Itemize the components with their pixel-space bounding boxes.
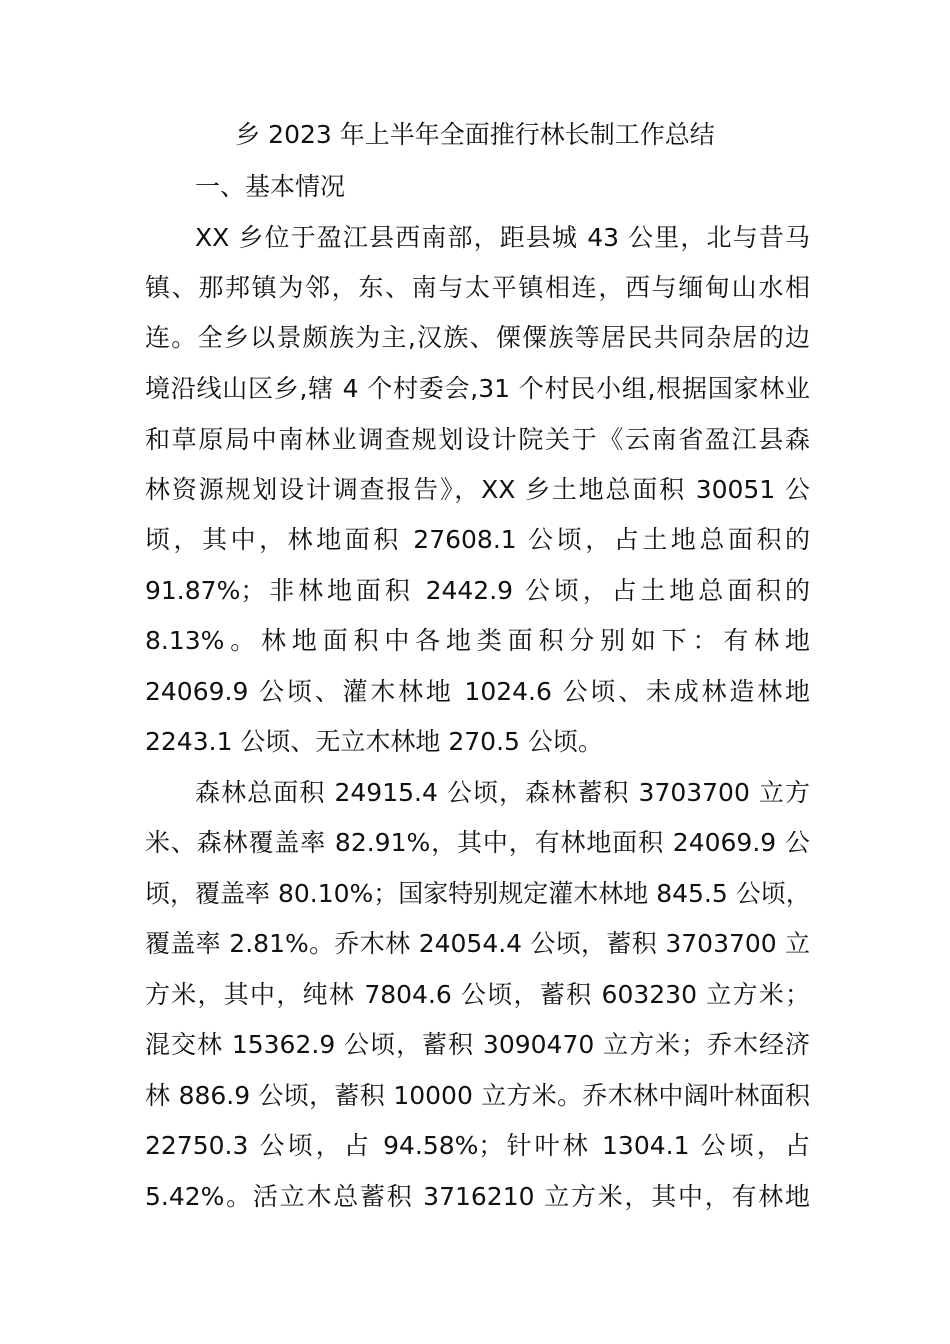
paragraph-line: 2243.1 公顷、无立木林地 270.5 公顷。 xyxy=(145,727,603,756)
paragraph-line: 5.42%。活立木总蓄积 3716210 立方米，其中，有林地 xyxy=(145,1182,810,1211)
paragraph-line: 顷，覆盖率 80.10%；国家特别规定灌木林地 845.5 公顷， xyxy=(145,879,811,908)
section-heading: 一、基本情况 xyxy=(195,172,346,201)
paragraph-line: 8.13%。林地面积中各地类面积分别如下：有林地 xyxy=(145,626,810,655)
paragraph-line: 覆盖率 2.81%。乔木林 24054.4 公顷，蓄积 3703700 立 xyxy=(145,929,810,958)
document-title: 乡 2023 年上半年全面推行林长制工作总结 xyxy=(235,120,715,149)
paragraph-line: 和草原局中南林业调查规划设计院关于《云南省盈江县森 xyxy=(145,425,810,454)
paragraph-line: 镇、那邦镇为邻，东、南与太平镇相连，西与缅甸山水相 xyxy=(145,273,810,302)
paragraph-line: 林资源规划设计调查报告》，XX 乡土地总面积 30051 公 xyxy=(145,475,810,504)
paragraph-line: 森林总面积 24915.4 公顷，森林蓄积 3703700 立方 xyxy=(195,778,810,807)
paragraph-line: 顷，其中，林地面积 27608.1 公顷，占土地总面积的 xyxy=(145,525,810,554)
paragraph-line: 方米，其中，纯林 7804.6 公顷，蓄积 603230 立方米； xyxy=(145,980,810,1009)
paragraph-line: 24069.9 公顷、灌木林地 1024.6 公顷、未成林造林地 xyxy=(145,677,810,706)
paragraph-line: XX 乡位于盈江县西南部，距县城 43 公里，北与昔马 xyxy=(195,223,810,252)
paragraph-line: 91.87%；非林地面积 2442.9 公顷，占土地总面积的 xyxy=(145,576,810,605)
paragraph-line: 林 886.9 公顷，蓄积 10000 立方米。乔木林中阔叶林面积 xyxy=(145,1081,810,1110)
paragraph-line: 连。全乡以景颇族为主,汉族、傈僳族等居民共同杂居的边 xyxy=(145,323,810,352)
paragraph-line: 混交林 15362.9 公顷，蓄积 3090470 立方米；乔木经济 xyxy=(145,1030,810,1059)
paragraph-line: 米、森林覆盖率 82.91%，其中，有林地面积 24069.9 公 xyxy=(145,828,810,857)
paragraph-line: 境沿线山区乡,辖 4 个村委会,31 个村民小组,根据国家林业 xyxy=(145,374,810,403)
paragraph-line: 22750.3 公顷，占 94.58%；针叶林 1304.1 公顷，占 xyxy=(145,1131,810,1160)
